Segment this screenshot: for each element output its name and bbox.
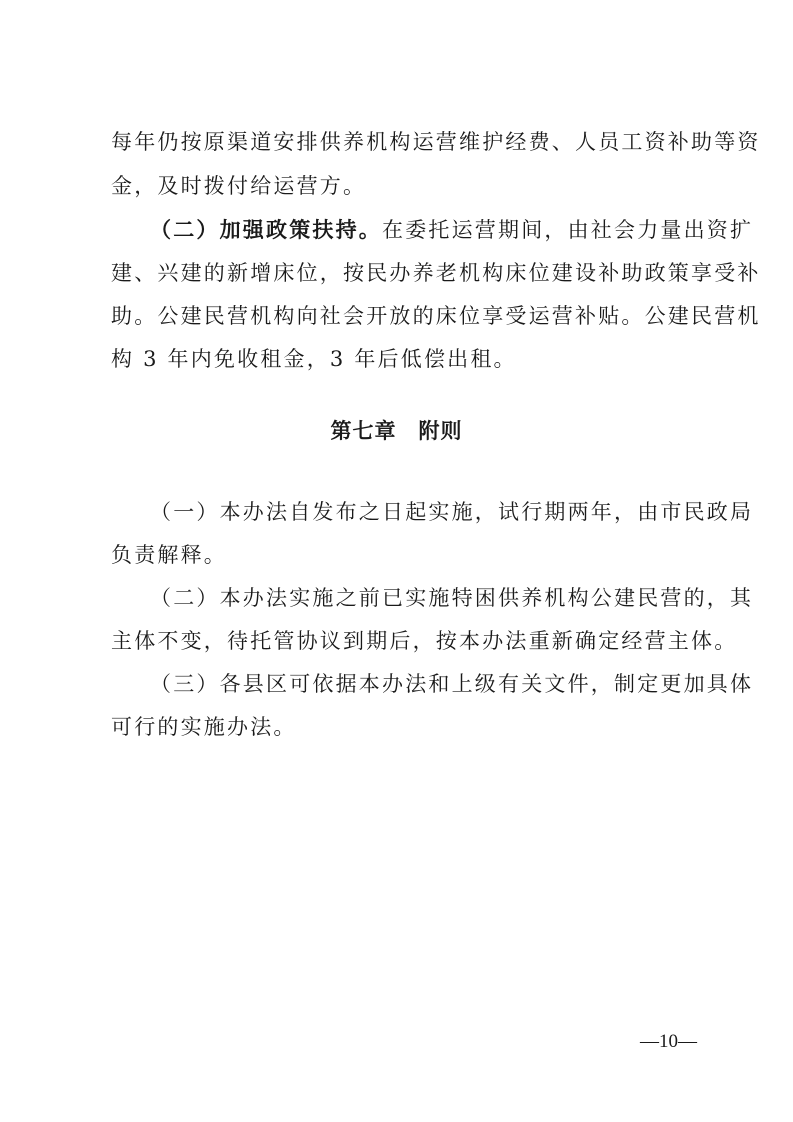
item-1-line-1: （一）本办法自发布之日起实施，试行期两年，由市民政局	[150, 500, 754, 524]
item-3-line-1: （三）各县区可依据本办法和上级有关文件，制定更加具体	[150, 672, 754, 696]
page-number: —10—	[640, 1031, 697, 1052]
paragraph-2-line-4: 构 3 年内免收租金，3 年后低偿出租。	[111, 347, 517, 371]
paragraph-1-line-2: 金，及时拨付给运营方。	[111, 174, 367, 198]
paragraph-2-line-3: 助。公建民营机构向社会开放的床位享受运营补贴。公建民营机	[111, 304, 761, 328]
paragraph-1-line-1: 每年仍按原渠道安排供养机构运营维护经费、人员工资补助等资	[111, 130, 761, 154]
paragraph-2-line-2: 建、兴建的新增床位，按民办养老机构床位建设补助政策享受补	[111, 261, 761, 285]
item-3-line-2: 可行的实施办法。	[111, 715, 297, 739]
chapter-title: 第七章 附则	[330, 419, 463, 443]
paragraph-2-line-1-text: 在委托运营期间，由社会力量出资扩	[382, 218, 754, 242]
item-1-line-2: 负责解释。	[111, 543, 227, 567]
paragraph-2-line-1	[150, 216, 754, 244]
paragraph-2-heading: （二）加强政策扶持。	[150, 218, 382, 242]
item-2-line-2: 主体不变，待托管协议到期后，按本办法重新确定经营主体。	[111, 629, 738, 653]
item-2-line-1: （二）本办法实施之前已实施特困供养机构公建民营的，其	[150, 586, 754, 610]
